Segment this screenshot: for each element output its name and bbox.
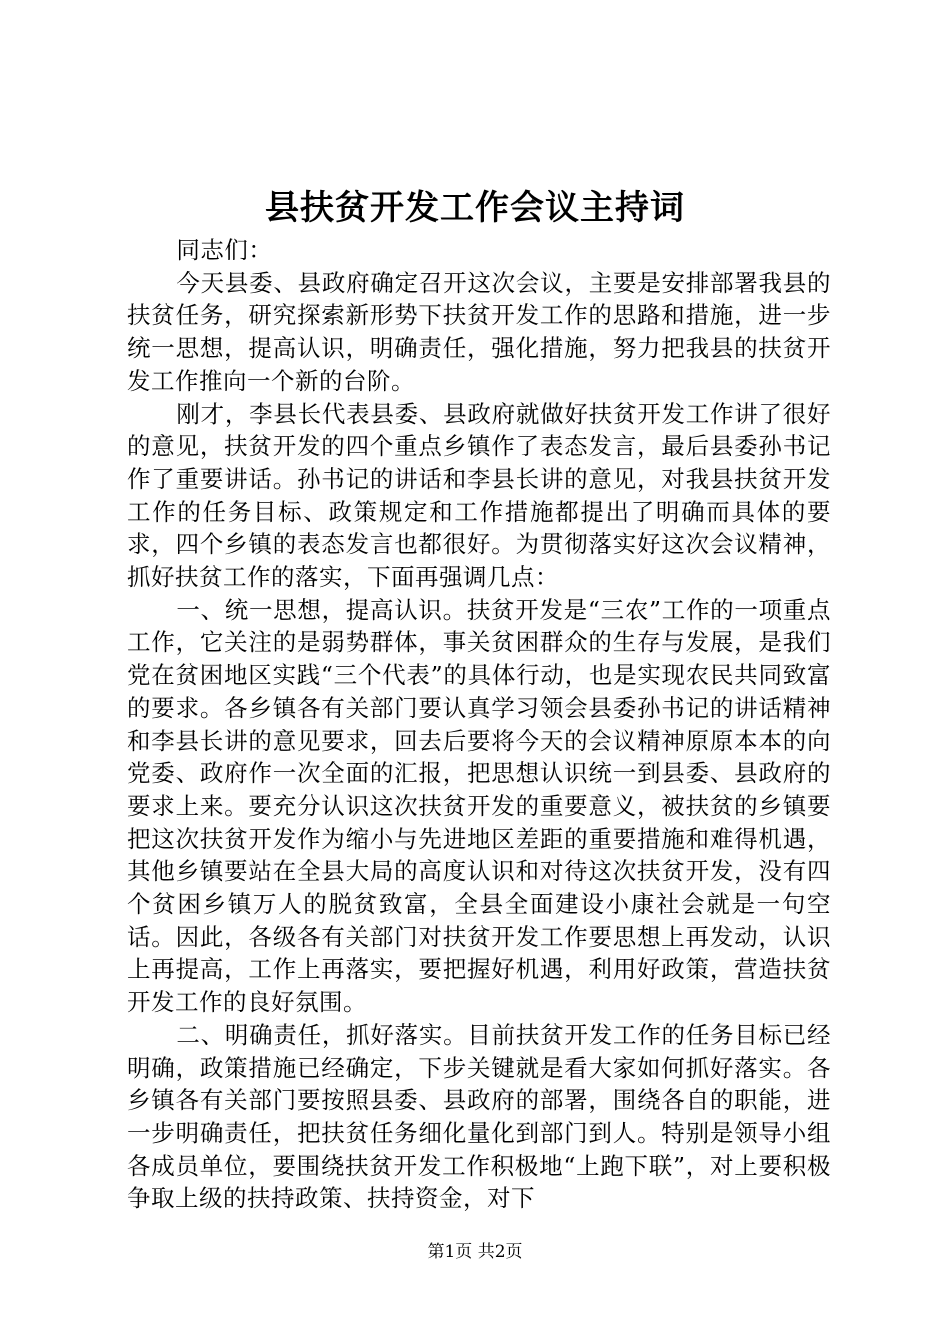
paragraph-3: 一、统一思想，提高认识。扶贫开发是“三农”工作的一项重点工作，它关注的是弱势群体，事关贫困群众的生存与发展，是我们党在贫困地区实践“三个代表”的具体行动，也是实现农民共同致富的要求。各乡镇各有关部门要认真学习领会县委孙书记的讲话精神和李县长讲的意见要求，回去后要将今天的会议精神原原本本的向党委、政府作一次全面的汇报，把思想认识统一到县委、县政府的要求上来。要充分认识这次扶贫开发的重要意义，被扶贫的乡镇要把这次扶贫开发作为缩小与先进地区差距的重要措施和难得机遇，其他乡镇要站在全县大局的高度认识和对待这次扶贫开发，没有四个贫困乡镇万人的脱贫致富，全县全面建设小康社会就是一句空话。因此，各级各有关部门对扶贫开发工作要思想上再发动，认识上再提高，工作上再落实，要把握好机遇，利用好政策，营造扶贫开发工作的良好氛围。 [127,595,831,1017]
page-number-footer: 第1页 共2页 [427,1242,523,1262]
salutation: 同志们： [176,236,273,264]
paragraph-1: 今天县委、县政府确定召开这次会议，主要是安排部署我县的扶贫任务，研究探索新形势下扶贫开发工作的思路和措施，进一步统一思想，提高认识，明确责任，强化措施，努力把我县的扶贫开发工作推向一个新的台阶。 [127,268,831,395]
paragraph-2: 刚才，李县长代表县委、县政府就做好扶贫开发工作讲了很好的意见，扶贫开发的四个重点乡镇作了表态发言，最后县委孙书记作了重要讲话。孙书记的讲话和李县长讲的意见，对我县扶贫开发工作的任务目标、政策规定和工作措施都提出了明确而具体的要求，四个乡镇的表态发言也都很好。为贯彻落实好这次会议精神，抓好扶贫工作的落实，下面再强调几点： [127,399,831,592]
document-body [127,234,831,1215]
paragraph-4: 二、明确责任，抓好落实。目前扶贫开发工作的任务目标已经明确，政策措施已经确定，下步关键就是看大家如何抓好落实。各乡镇各有关部门要按照县委、县政府的部署，围绕各自的职能，进一步明确责任，把扶贫任务细化量化到部门到人。特别是领导小组各成员单位，要围绕扶贫开发工作积极地“上跑下联”，对上要积极争取上级的扶持政策、扶持资金，对下 [127,1020,831,1213]
document-title: 县扶贫开发工作会议主持词 [265,188,685,228]
